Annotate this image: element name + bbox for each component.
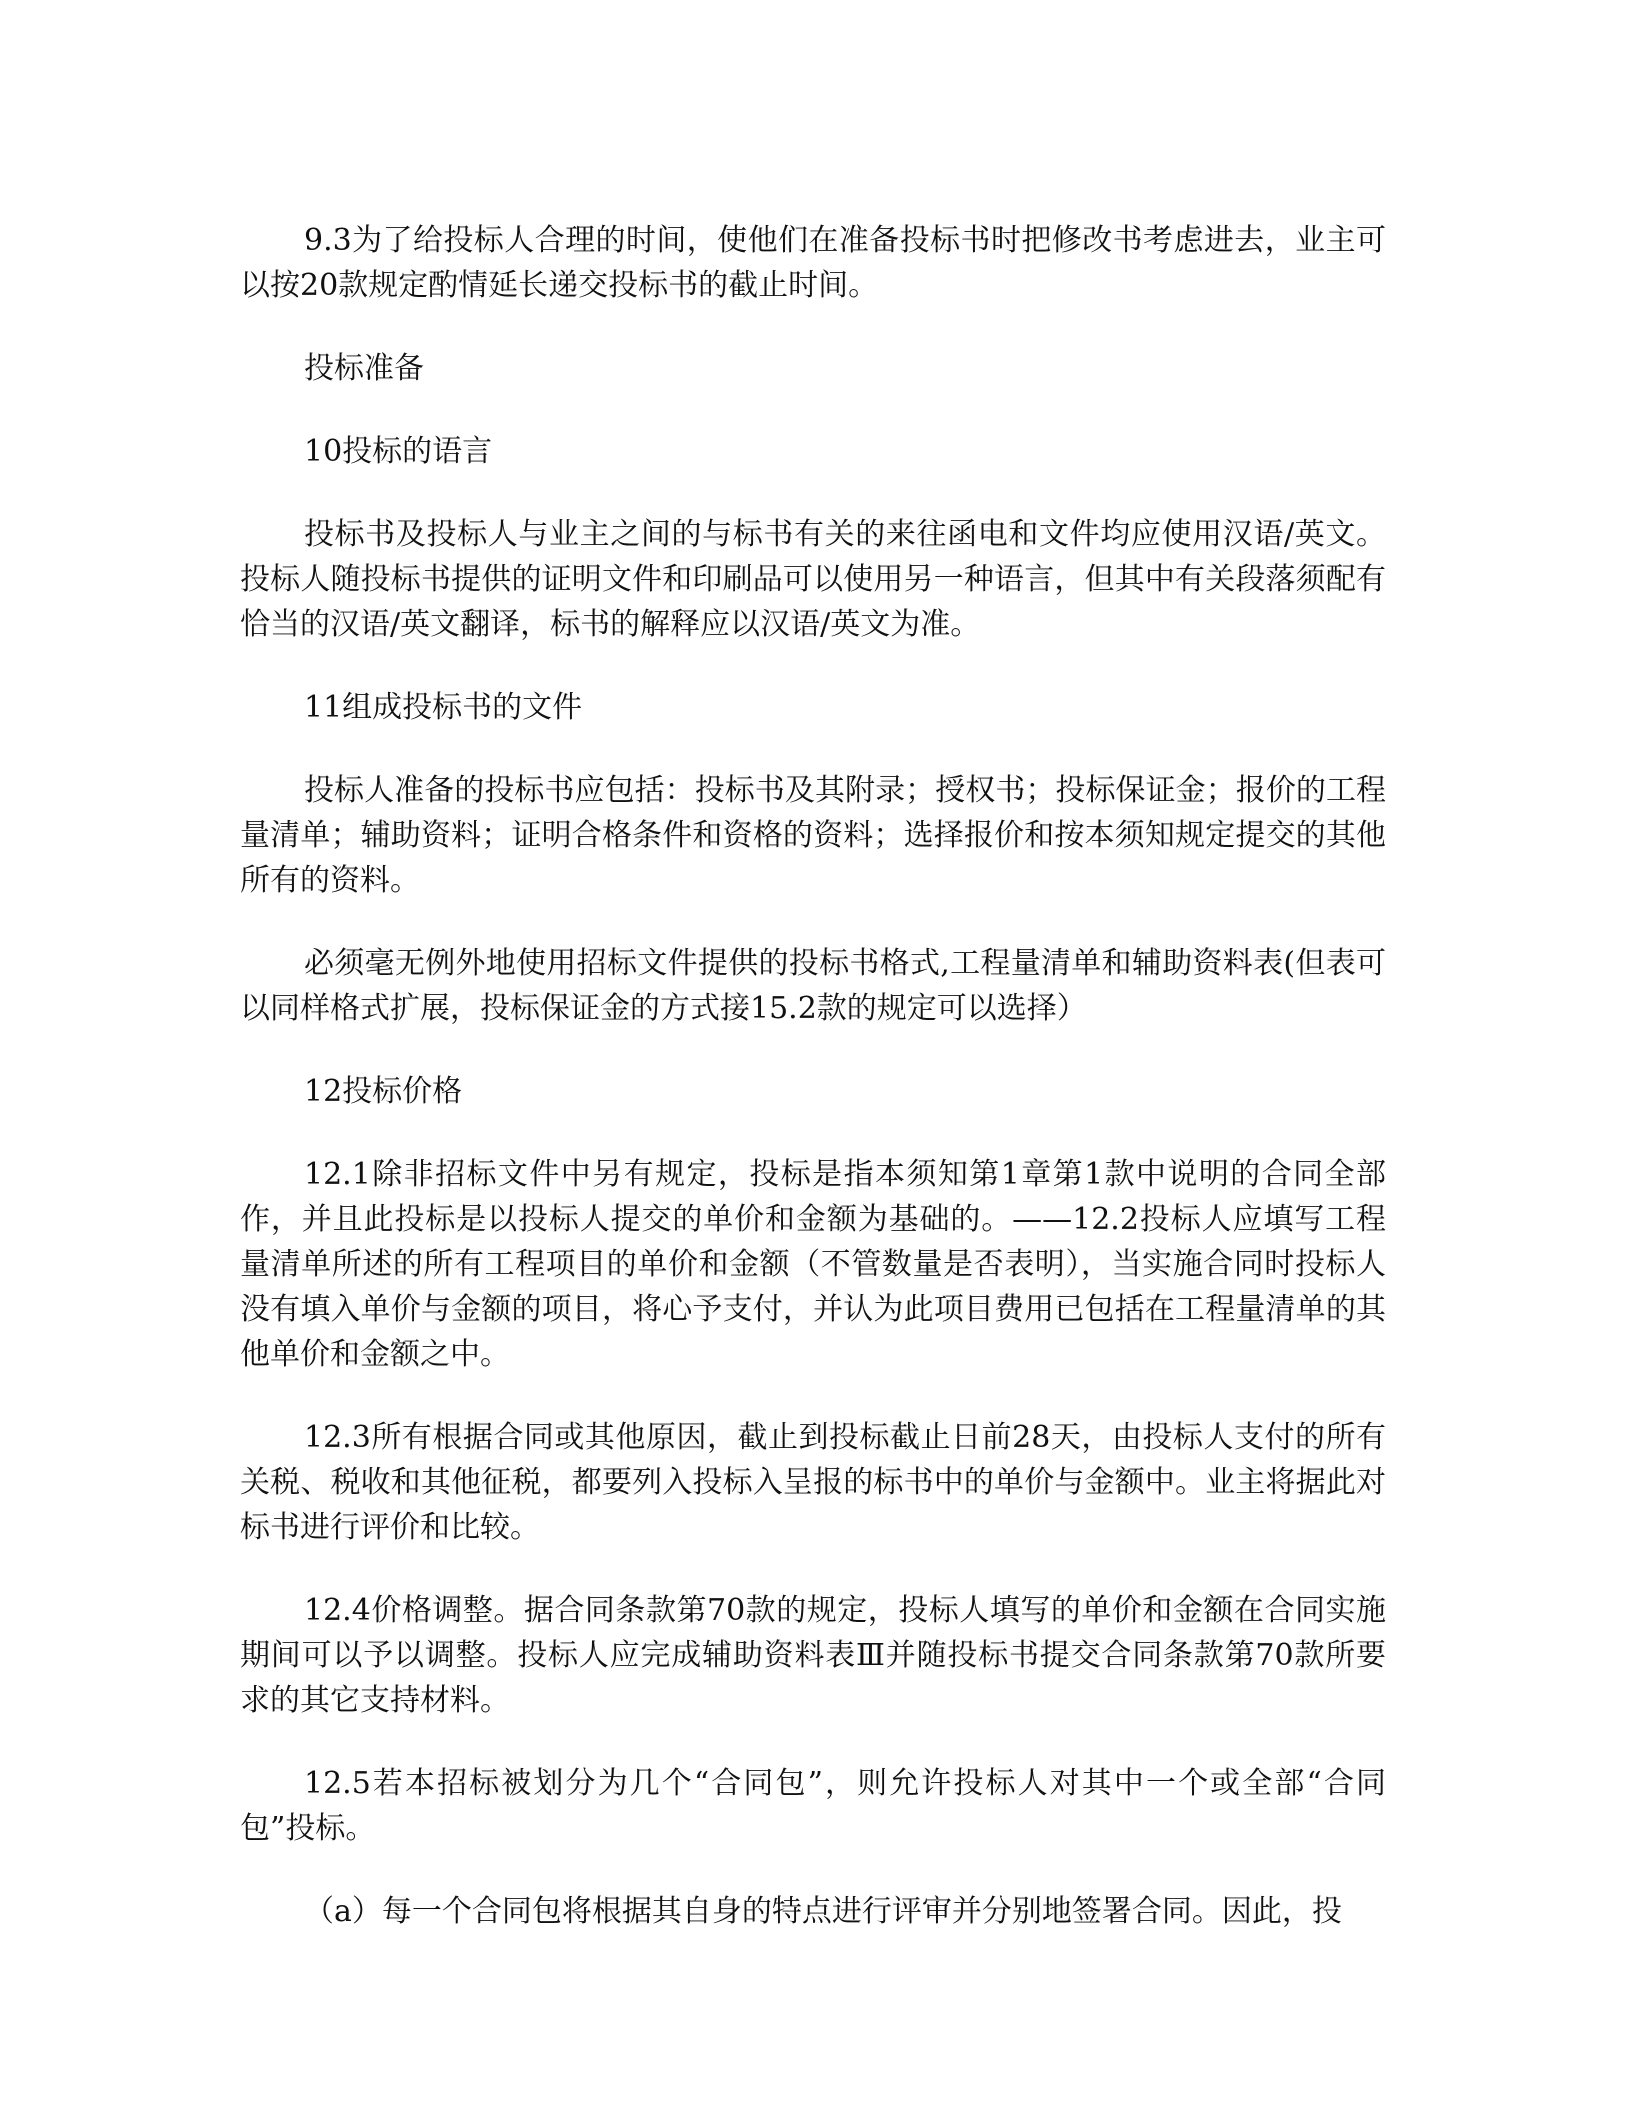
para-12-3: 12.3所有根据合同或其他原因，截止到投标截止日前28天，由投标人支付的所有关税、税收和其他征税，都要列入投标入呈报的标书中的单价与金额中。业主将据此对标书进行评价和比较。 [240,1420,1386,1545]
heading-10-language: 10投标的语言 [304,434,493,469]
heading-bid-preparation: 投标准备 [304,351,424,386]
heading-11-documents: 11组成投标书的文件 [304,690,583,725]
para-12-4: 12.4价格调整。据合同条款第70款的规定，投标人填写的单价和金额在合同实施期间可以予以调整。投标人应完成辅助资料表Ⅲ并随投标书提交合同条款第70款所要求的其它支持材料。 [240,1593,1386,1718]
para-12-5: 12.5若本招标被划分为几个“合同包”，则允许投标人对其中一个或全部“合同包”投标。 [240,1766,1386,1846]
para-12-5-a: （a）每一个合同包将根据其自身的特点进行评审并分别地签署合同。因此，投 [304,1894,1342,1929]
para-11-body-1: 投标人准备的投标书应包括：投标书及其附录；授权书；投标保证金；报价的工程量清单；辅助资料；证明合格条件和资格的资料；选择报价和按本须知规定提交的其他所有的资料。 [240,773,1386,898]
para-11-body-2: 必须毫无例外地使用招标文件提供的投标书格式,工程量清单和辅助资料表(但表可以同样格式扩展，投标保证金的方式接15.2款的规定可以选择） [240,946,1386,1026]
para-10-body: 投标书及投标人与业主之间的与标书有关的来往函电和文件均应使用汉语/英文。投标人随投标书提供的证明文件和印刷品可以使用另一种语言，但其中有关段落须配有恰当的汉语/英文翻译，标书的解释应以汉语/英文为准。 [240,517,1386,642]
document-page [240,218,1386,1934]
para-12-1: 12.1除非招标文件中另有规定，投标是指本须知第1章第1款中说明的合同全部作，并且此投标是以投标人提交的单价和金额为基础的。——12.2投标人应填写工程量清单所述的所有工程项目的单价和金额（不管数量是否表明），当实施合同时投标人没有填入单价与金额的项目，将心予支付，并认为此项目费用已包括在工程量清单的其他单价和金额之中。 [240,1157,1386,1372]
heading-12-price: 12投标价格 [304,1074,463,1109]
para-9-3: 9.3为了给投标人合理的时间，使他们在准备投标书时把修改书考虑进去，业主可以按20款规定酌情延长递交投标书的截止时间。 [240,223,1386,303]
